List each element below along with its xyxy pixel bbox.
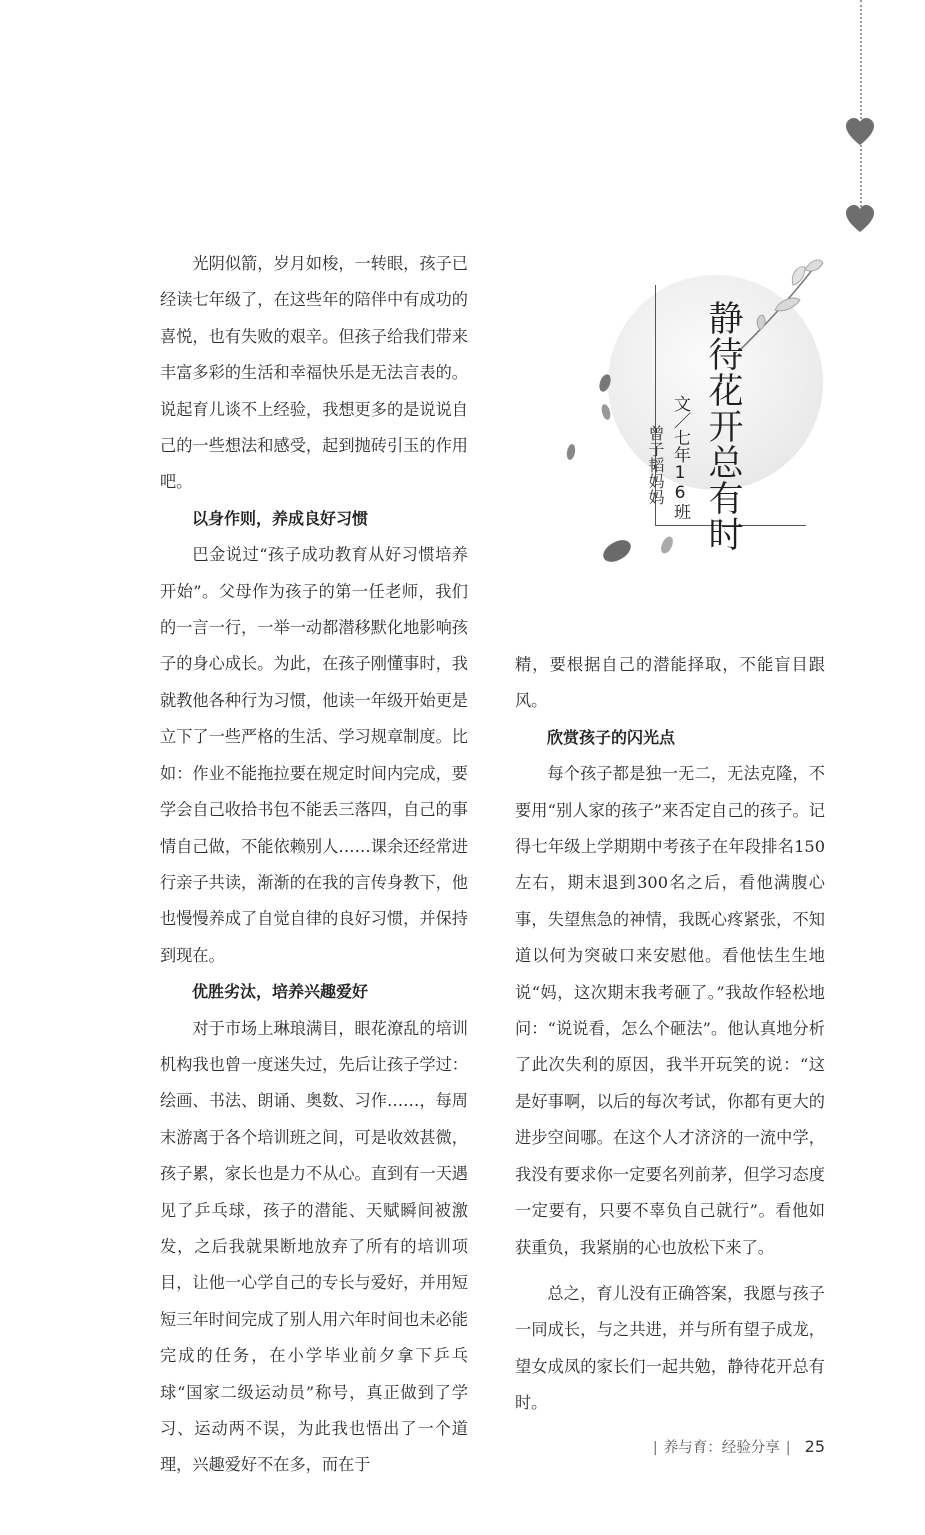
page-footer: | 养与育：经验分享 | 25: [652, 1437, 825, 1456]
paragraph: 每个孩子都是独一无二，无法克隆，不要用“别人家的孩子”来否定自己的孩子。记得七年级上学期期中考孩子在年段排名150左右，期末退到300名之后，看他满腹心事，失望焦急的神情，我既心疼紧张，不知道以何为突破口来安慰他。看他怯生生地说“妈，这次期末我考砸了。”我故作轻松地问：“说说看，怎么个砸法”。他认真地分析了此次失利的原因，我半开玩笑的说：“这是好事啊，以后的每次考试，你都有更大的进步空间哪。在这个人才济济的一流中学，我没有要求你一定要名列前茅，但学习态度一定要有，只要不辜负自己就行”。看他如获重负，我紧崩的心也放松下来了。: [515, 764, 825, 1257]
paragraph: 总之，育儿没有正确答案，我愿与孩子一同成长，与之共进，并与所有望子成龙，望女成凤的家长们一起共勉，静待花开总有时。: [515, 1283, 825, 1413]
section-heading: 欣赏孩子的闪光点: [547, 727, 676, 747]
title-illustration: [560, 245, 825, 575]
left-column: [160, 246, 468, 1484]
paragraph-continued: 精，要根据自己的潜能择取，不能盲目跟风。: [515, 655, 825, 711]
section-heading: 以身作则，养成良好习惯: [192, 508, 369, 528]
right-column: [515, 647, 825, 1422]
petal-icon: [565, 443, 577, 461]
petal-icon: [660, 535, 674, 555]
page-number: 25: [804, 1437, 825, 1456]
paragraph: 对于市场上琳琅满目，眼花潦乱的培训机构我也曾一度迷失过，先后让孩子学过：绘画、书法、朗诵、奥数、习作……，每周末游离于各个培训班之间，可是收效甚微，孩子累，家长也是力不从心。直到有一天遇见了乒乓球，孩子的潜能、天赋瞬间被激发，之后我就果断地放弃了所有的培训项目，让他一心学自己的专长与爱好，并用短短三年时间完成了别人用六年时间也未必能完成的任务，在小学毕业前夕拿下乒乓球“国家二级运动员”称号，真正做到了学习、运动两不误，为此我也悟出了一个道理，兴趣爱好不在多，而在于: [160, 1018, 468, 1475]
paragraph: 光阴似箭，岁月如梭，一转眼，孩子已经读七年级了，在这些年的陪伴中有成功的喜悦，也有失败的艰辛。但孩子给我们带来丰富多彩的生活和幸福快乐是无法言表的。说起育儿谈不上经验，我想更多的是说说自己的一些想法和感受，起到抛砖引玉的作用吧。: [160, 254, 468, 492]
petal-icon: [600, 537, 634, 565]
byline-class: 文／七年16班: [670, 395, 690, 520]
dotted-decoration-line: [860, 0, 862, 215]
petal-icon: [600, 403, 612, 421]
petal-icon: [598, 373, 612, 393]
paragraph: 巴金说过“孩子成功教育从好习惯培养开始”。父母作为孩子的第一任老师，我们的一言一行，一举一动都潜移默化地影响孩子的身心成长。为此，在孩子刚懂事时，我就教他各种行为习惯，他读一年级开始更是立下了一些严格的生活、学习规章制度。比如：作业不能拖拉要在规定时间内完成，要学会自己收拾书包不能丢三落四，自己的事情自己做，不能依赖别人……课余还经常进行亲子共读，渐渐的在我的言传身教下，他也慢慢养成了自觉自律的良好习惯，并保持到现在。: [160, 545, 468, 965]
byline-author: 曾子韬妈妈: [646, 425, 665, 505]
heart-icon: [845, 205, 875, 233]
footer-section: 养与育：经验分享: [663, 1440, 780, 1456]
article-title: 静待花开总有时: [703, 300, 743, 552]
heart-icon: [845, 118, 875, 146]
section-heading: 优胜劣汰，培养兴趣爱好: [192, 982, 369, 1002]
